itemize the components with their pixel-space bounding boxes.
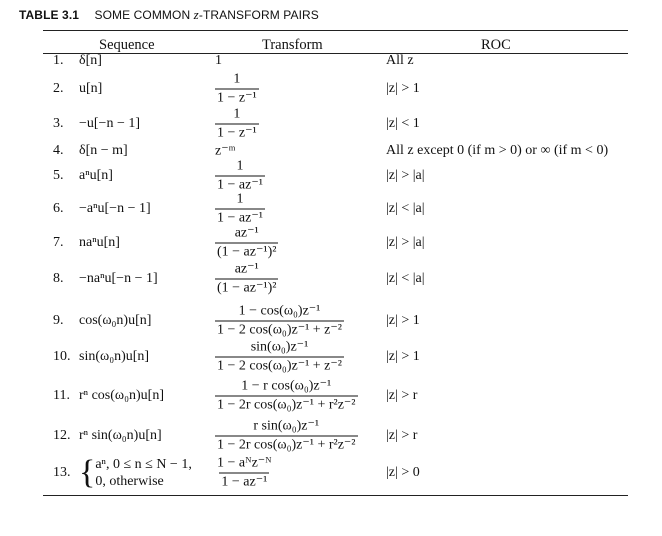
sequence-text: δ[n − m]	[79, 143, 128, 158]
roc-cell: |z| > 1	[386, 81, 420, 96]
transform-fraction	[215, 192, 265, 227]
header-roc: ROC	[481, 37, 511, 53]
transform-fraction	[215, 379, 358, 414]
row-number: 2.	[53, 81, 64, 96]
sequence-text: −naⁿu[−n − 1]	[79, 271, 158, 286]
transform-cell	[215, 192, 265, 227]
sequence-cell	[53, 168, 113, 184]
table-row	[43, 453, 628, 493]
roc-cell: |z| < 1	[386, 116, 420, 131]
transform-cell	[215, 456, 274, 491]
table-row	[43, 337, 628, 377]
roc-cell: |z| > 1	[386, 349, 420, 364]
transform-numerator: az⁻¹	[234, 261, 259, 277]
transform-denominator: 1 − az⁻¹	[217, 177, 263, 193]
sequence-text: u[n]	[79, 81, 103, 96]
row-number: 6.	[53, 201, 64, 216]
transform-denominator: 1 − 2 cos(ω₀)z⁻¹ + z⁻²	[217, 358, 342, 374]
transform-cell	[215, 340, 344, 375]
transform-denominator: 1 − az⁻¹	[221, 474, 268, 490]
transform-numerator: 1	[236, 158, 244, 174]
transform-cell	[215, 53, 222, 69]
transform-fraction	[215, 226, 278, 261]
sequence-text: rⁿ cos(ω₀n)u[n]	[79, 388, 164, 403]
row-number: 11.	[53, 388, 70, 403]
sequence-cell	[53, 116, 140, 132]
transform-numerator: sin(ω₀)z⁻¹	[250, 339, 309, 355]
row-number: 13.	[53, 465, 71, 481]
row-number: 4.	[53, 143, 64, 158]
roc-cell: |z| < |a|	[386, 271, 425, 286]
roc-cell: |z| < |a|	[386, 201, 425, 216]
sequence-cell	[53, 53, 102, 69]
transform-denominator: 1 − 2r cos(ω₀)z⁻¹ + r²z⁻²	[217, 437, 356, 453]
sequence-text: naⁿu[n]	[79, 235, 120, 250]
transform-cell	[215, 379, 358, 414]
row-number: 1.	[53, 53, 64, 68]
transform-numerator: 1	[233, 71, 241, 87]
table-caption	[19, 7, 319, 23]
left-brace-icon: {	[79, 454, 96, 491]
bottom-rule	[43, 495, 628, 496]
piece-line-2: 0, otherwise	[95, 474, 164, 489]
sequence-text: δ[n]	[79, 53, 102, 68]
transform-numerator: az⁻¹	[234, 225, 259, 241]
transform-numerator: r sin(ω₀)z⁻¹	[253, 418, 320, 434]
roc-cell: All z except 0 (if m > 0) or ∞ (if m < 0)	[386, 143, 609, 158]
sequence-text: −aⁿu[−n − 1]	[79, 201, 151, 216]
transform-denominator: 1 − az⁻¹	[217, 210, 263, 226]
transform-numerator: 1 − cos(ω₀)z⁻¹	[238, 303, 321, 319]
transform-numerator: 1 − aᴺz⁻ᴺ	[217, 455, 272, 471]
transform-text: 1	[215, 53, 222, 68]
roc-cell: |z| > |a|	[386, 235, 425, 250]
table-row	[43, 69, 628, 109]
row-number: 9.	[53, 313, 64, 328]
row-number: 12.	[53, 428, 71, 443]
sequence-text: rⁿ sin(ω₀n)u[n]	[79, 428, 162, 443]
sequence-cell	[53, 201, 151, 217]
roc-cell: |z| > r	[386, 428, 418, 443]
table-number: TABLE 3.1	[19, 8, 80, 22]
piecewise-definition	[95, 456, 192, 490]
transform-denominator: 1 − z⁻¹	[217, 90, 257, 106]
roc-cell: |z| > 1	[386, 313, 420, 328]
transform-denominator: (1 − az⁻¹)²	[217, 280, 277, 296]
sequence-cell	[53, 81, 102, 97]
transform-cell	[215, 262, 278, 297]
transform-cell	[215, 304, 344, 339]
transform-fraction	[215, 340, 344, 375]
transform-text: z⁻ᵐ	[215, 143, 236, 159]
transform-fraction	[215, 304, 344, 339]
sequence-text: cos(ω₀n)u[n]	[79, 313, 152, 328]
transform-cell	[215, 226, 278, 261]
sequence-cell	[53, 271, 158, 287]
transform-denominator: 1 − z⁻¹	[217, 125, 257, 141]
header-sequence: Sequence	[99, 37, 155, 53]
table-row	[43, 259, 628, 299]
header-transform: Transform	[262, 37, 323, 53]
sequence-cell	[53, 456, 192, 490]
piece-line-1: aⁿ, 0 ≤ n ≤ N − 1,	[95, 457, 192, 472]
row-number: 7.	[53, 235, 64, 250]
row-number: 8.	[53, 271, 64, 286]
transform-fraction	[215, 262, 278, 297]
table-row	[43, 416, 628, 456]
table-row	[43, 301, 628, 341]
transform-numerator: 1	[233, 106, 241, 122]
sequence-text: aⁿu[n]	[79, 168, 113, 183]
transform-fraction	[215, 456, 274, 491]
roc-cell: |z| > 0	[386, 465, 420, 480]
roc-cell: All z	[386, 53, 414, 68]
row-number: 5.	[53, 168, 64, 183]
table-row	[43, 376, 628, 416]
transform-fraction	[215, 419, 358, 454]
transform-fraction	[215, 72, 259, 107]
transform-numerator: 1	[236, 191, 244, 207]
roc-cell: |z| > |a|	[386, 168, 425, 183]
roc-cell: |z| > r	[386, 388, 418, 403]
transform-cell	[215, 419, 358, 454]
sequence-cell	[53, 235, 120, 251]
sequence-text: −u[−n − 1]	[79, 116, 141, 131]
row-number: 3.	[53, 116, 64, 131]
sequence-cell	[53, 349, 149, 365]
row-number: 10.	[53, 349, 71, 364]
transform-denominator: 1 − 2r cos(ω₀)z⁻¹ + r²z⁻²	[217, 397, 356, 413]
sequence-cell	[53, 388, 164, 404]
transform-cell	[215, 72, 259, 107]
table-title: SOME COMMON z-TRANSFORM PAIRS	[94, 7, 319, 22]
sequence-text: sin(ω₀n)u[n]	[79, 349, 150, 364]
table-row	[43, 223, 628, 263]
transform-numerator: 1 − r cos(ω₀)z⁻¹	[241, 378, 332, 394]
sequence-cell	[53, 313, 151, 329]
sequence-cell	[53, 428, 162, 444]
top-rule	[43, 30, 628, 31]
transform-denominator: 1 − 2 cos(ω₀)z⁻¹ + z⁻²	[217, 322, 342, 338]
transform-denominator: (1 − az⁻¹)²	[217, 244, 277, 260]
